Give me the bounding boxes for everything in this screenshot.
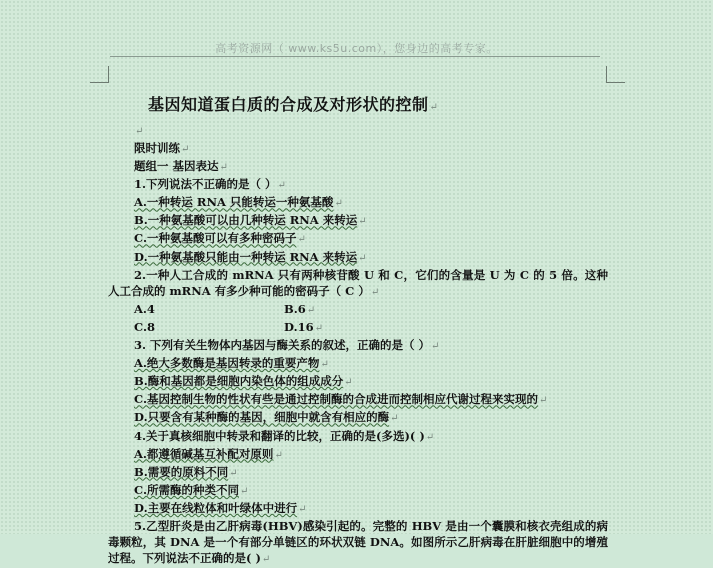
question-3-option-b: B.酶和基因都是细胞内染色体的组成成分↵ xyxy=(134,374,353,389)
document-title xyxy=(148,92,438,115)
question-1-option-a: A.一种转运 RNA 只能转运一种氨基酸↵ xyxy=(134,195,343,210)
question-3-option-c: C.基因控制生物的性状有些是通过控制酶的合成进而控制相应代谢过程来实现的↵ xyxy=(134,392,548,407)
title-text: 基因知道蛋白质的合成及对形状的控制 xyxy=(148,95,429,114)
paragraph-mark: ↵ xyxy=(429,102,439,113)
section-heading: 限时训练↵ xyxy=(134,141,190,155)
question-2-options-row-2 xyxy=(108,319,608,337)
question-3-option-a: A.绝大多数酶是基因转录的重要产物↵ xyxy=(134,356,329,371)
margin-corner-left xyxy=(90,66,109,83)
question-4-option-c: C.所需酶的种类不同↵ xyxy=(134,482,249,497)
question-2-option-b: B.6↵ xyxy=(284,301,316,316)
question-1-option-b: B.一种氨基酸可以由几种转运 RNA 来转运↵ xyxy=(134,213,367,228)
question-4: 4.关于真核细胞中转录和翻译的比较，正确的是(多选)( )↵ xyxy=(134,428,435,443)
question-2-options-row-1 xyxy=(108,301,608,319)
question-2-option-d: D.16↵ xyxy=(284,319,323,334)
question-2: 2.一种人工合成的 mRNA 只有两种核苷酸 U 和 C，它们的含量是 U 为 C 的 5 倍。这种人工合成的 mRNA 有多少种可能的密码子（ C ）↵ xyxy=(108,267,608,298)
document-body xyxy=(108,140,608,568)
question-4-option-a: A.都遵循碱基互补配对原则↵ xyxy=(134,446,283,461)
header-rule xyxy=(110,56,600,57)
question-3: 3. 下列有关生物体内基因与酶关系的叙述，正确的是（ ）↵ xyxy=(134,338,440,353)
question-1: 1.下列说法不正确的是（ ）↵ xyxy=(134,177,286,192)
margin-corner-right xyxy=(606,66,625,83)
paragraph-mark: ↵ xyxy=(135,126,144,137)
question-1-option-c: C.一种氨基酸可以有多种密码子↵ xyxy=(134,231,306,246)
question-1-option-d: D.一种氨基酸只能由一种转运 RNA 来转运↵ xyxy=(134,249,367,264)
question-5: 5.乙型肝炎是由乙肝病毒(HBV)感染引起的。完整的 HBV 是由一个囊膜和核衣壳组成的病毒颗粒，其 DNA 是一个有部分单链区的环状双链 DNA。如图所示乙肝病毒在肝脏细胞中的增殖过程。下列说法不正确的是( )↵ xyxy=(108,518,608,566)
group-heading: 题组一 基因表达↵ xyxy=(134,159,228,174)
question-4-option-d: D.主要在线粒体和叶绿体中进行↵ xyxy=(134,500,307,515)
question-2-option-a: A.4 xyxy=(134,301,155,316)
question-3-option-d: D.只要含有某种酶的基因，细胞中就含有相应的酶↵ xyxy=(134,410,399,425)
page-header: 高考资源网（ www.ks5u.com），您身边的高考专家。 xyxy=(215,42,498,55)
question-4-option-b: B.需要的原料不同↵ xyxy=(134,464,238,479)
question-2-option-c: C.8 xyxy=(134,319,155,334)
